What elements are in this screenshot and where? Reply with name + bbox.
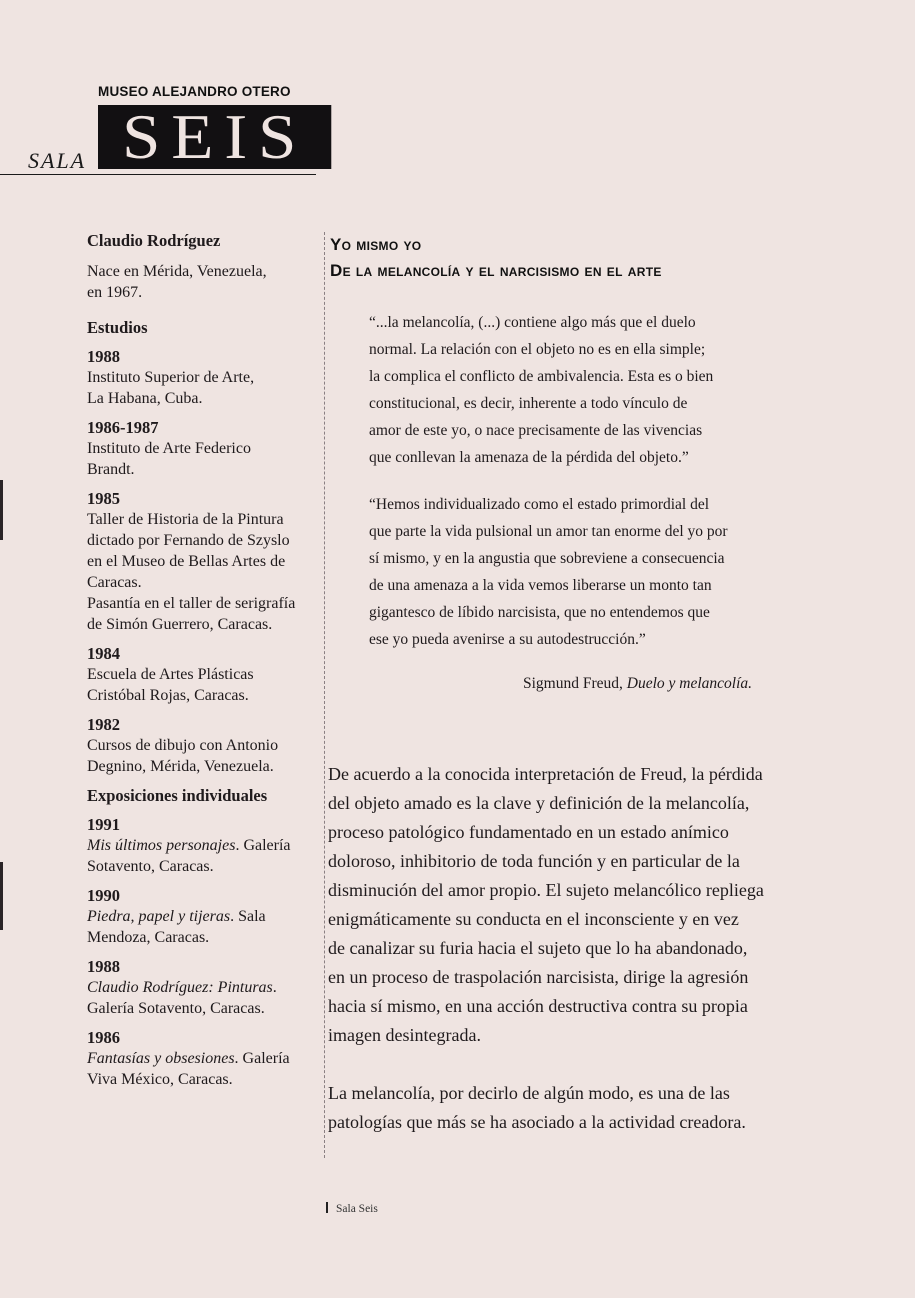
article-title: Yo mismo yo [330, 235, 422, 254]
exhibition-line: Viva México, Caracas. [87, 1071, 233, 1088]
quote-line: sí mismo, y en la angustia que sobreviene a consecuencia [369, 550, 725, 567]
exhibition-entry [87, 956, 323, 1019]
citation-work: Duelo y melancolía. [626, 675, 753, 692]
paragraph-line: patologías que más se ha asociado a la actividad creadora. [328, 1112, 746, 1132]
exhibition-title: Claudio Rodríguez: Pinturas [87, 979, 273, 996]
epigraph-quote [369, 309, 789, 471]
artist-biography [87, 230, 323, 1098]
birth-line: en 1967. [87, 284, 143, 301]
study-line: dictado por Fernando de Szyslo [87, 532, 290, 549]
study-year: 1982 [87, 715, 120, 734]
exhibition-title: Mis últimos personajes [87, 837, 236, 854]
paragraph-line: De acuerdo a la conocida interpretación de Freud, la pérdida [328, 764, 763, 784]
exhibition-title: Fantasías y obsesiones [87, 1050, 235, 1067]
study-year: 1986-1987 [87, 418, 159, 437]
quote-line: “Hemos individualizado como el estado primordial del [369, 496, 710, 513]
quote-line: ese yo pueda avenirse a su autodestrucción.” [369, 631, 646, 648]
paragraph-line: hacia sí mismo, en una acción destructiva contra su propia [328, 996, 748, 1016]
study-line: Instituto de Arte Federico [87, 440, 251, 457]
quote-line: la complica el conflicto de ambivalencia. Esta es o bien [369, 368, 714, 385]
exhibition-year: 1988 [87, 957, 120, 976]
article-paragraph [328, 1079, 828, 1137]
exhibition-line [87, 1048, 323, 1069]
study-entry [87, 417, 323, 480]
study-line: Cristóbal Rojas, Caracas. [87, 687, 249, 704]
footer-label: Sala Seis [336, 1203, 378, 1215]
study-line: Degnino, Mérida, Venezuela. [87, 758, 274, 775]
study-year: 1984 [87, 644, 120, 663]
studies-title: Estudios [87, 318, 148, 337]
edge-mark [0, 862, 3, 930]
study-entry [87, 643, 323, 706]
quote-line: “...la melancolía, (...) contiene algo más que el duelo [369, 314, 696, 331]
study-year: 1988 [87, 347, 120, 366]
exhibition-entry [87, 1027, 323, 1090]
paragraph-line: en un proceso de traspolación narcisista, dirige la agresión [328, 967, 749, 987]
exhibitions-title: Exposiciones individuales [87, 786, 268, 805]
exhibition-line: Mendoza, Caracas. [87, 929, 210, 946]
page-footer [326, 1202, 378, 1215]
exhibition-year: 1991 [87, 815, 120, 834]
epigraph-quote [369, 491, 789, 653]
exhibition-entry [87, 814, 323, 877]
museum-name: MUSEO ALEJANDRO OTERO [98, 84, 291, 99]
quote-line: que conllevan la amenaza de la pérdida del objeto.” [369, 449, 689, 466]
study-entry [87, 488, 323, 635]
study-line: Caracas. [87, 574, 142, 591]
study-line: La Habana, Cuba. [87, 390, 203, 407]
study-line: Escuela de Artes Plásticas [87, 666, 254, 683]
quote-line: de una amenaza a la vida vemos liberarse un monto tan [369, 577, 712, 594]
study-line: en el Museo de Bellas Artes de [87, 553, 286, 570]
exhibition-line [87, 835, 323, 856]
study-line: Cursos de dibujo con Antonio [87, 737, 279, 754]
footer-bar [326, 1202, 328, 1213]
quote-line: normal. La relación con el objeto no es en ella simple; [369, 341, 706, 358]
exhibition-line: Sotavento, Caracas. [87, 858, 214, 875]
study-entry [87, 714, 323, 777]
quote-line: que parte la vida pulsional un amor tan enorme del yo por [369, 523, 728, 540]
paragraph-line: La melancolía, por decirlo de algún modo, es una de las [328, 1083, 730, 1103]
quote-line: constitucional, es decir, inherente a todo vínculo de [369, 395, 688, 412]
sala-label: SALA [28, 148, 87, 173]
column-divider [324, 232, 325, 1158]
study-line: Pasantía en el taller de serigrafía [87, 595, 296, 612]
paragraph-line: del objeto amado es la clave y definición de la melancolía, [328, 793, 750, 813]
study-entry [87, 346, 323, 409]
study-line: Instituto Superior de Arte, [87, 369, 255, 386]
exhibition-venue: . Galería [234, 1050, 290, 1067]
edge-mark [0, 480, 3, 540]
paragraph-line: proceso patológico fundamentado en un estado anímico [328, 822, 729, 842]
exhibition-title: Piedra, papel y tijeras [87, 908, 231, 925]
article-subtitle: De la melancolía y el narcisismo en el arte [330, 261, 662, 280]
artist-birth [87, 261, 323, 303]
paragraph-line: imagen desintegrada. [328, 1025, 481, 1045]
exhibition-line [87, 906, 323, 927]
exhibition-venue: . Sala [230, 908, 266, 925]
study-year: 1985 [87, 489, 120, 508]
paragraph-line: enigmáticamente su conducta en el inconsciente y en vez [328, 909, 739, 929]
quote-line: amor de este yo, o nace precisamente de las vivencias [369, 422, 703, 439]
exhibition-venue: . Galería [235, 837, 291, 854]
paragraph-line: disminución del amor propio. El sujeto melancólico repliega [328, 880, 764, 900]
exhibition-year: 1986 [87, 1028, 120, 1047]
paragraph-line: de canalizar su furia hacia el sujeto que lo ha abandonado, [328, 938, 748, 958]
masthead-rule [0, 174, 316, 175]
quote-citation [523, 675, 752, 693]
birth-line: Nace en Mérida, Venezuela, [87, 263, 267, 280]
exhibition-line: Galería Sotavento, Caracas. [87, 1000, 265, 1017]
sala-seis-logo: SEIS [98, 105, 331, 169]
study-line: Taller de Historia de la Pintura [87, 511, 284, 528]
article-paragraph [328, 760, 828, 1050]
exhibition-entry [87, 885, 323, 948]
exhibition-line [87, 977, 323, 998]
citation-author: Sigmund Freud, [523, 675, 623, 692]
article-heading [330, 232, 662, 284]
artist-name: Claudio Rodríguez [87, 231, 221, 250]
study-line: de Simón Guerrero, Caracas. [87, 616, 273, 633]
exhibition-venue: . [272, 979, 277, 996]
paragraph-line: doloroso, inhibitorio de toda función y en particular de la [328, 851, 740, 871]
quote-line: gigantesco de líbido narcisista, que no entendemos que [369, 604, 710, 621]
study-line: Brandt. [87, 461, 135, 478]
exhibition-year: 1990 [87, 886, 120, 905]
